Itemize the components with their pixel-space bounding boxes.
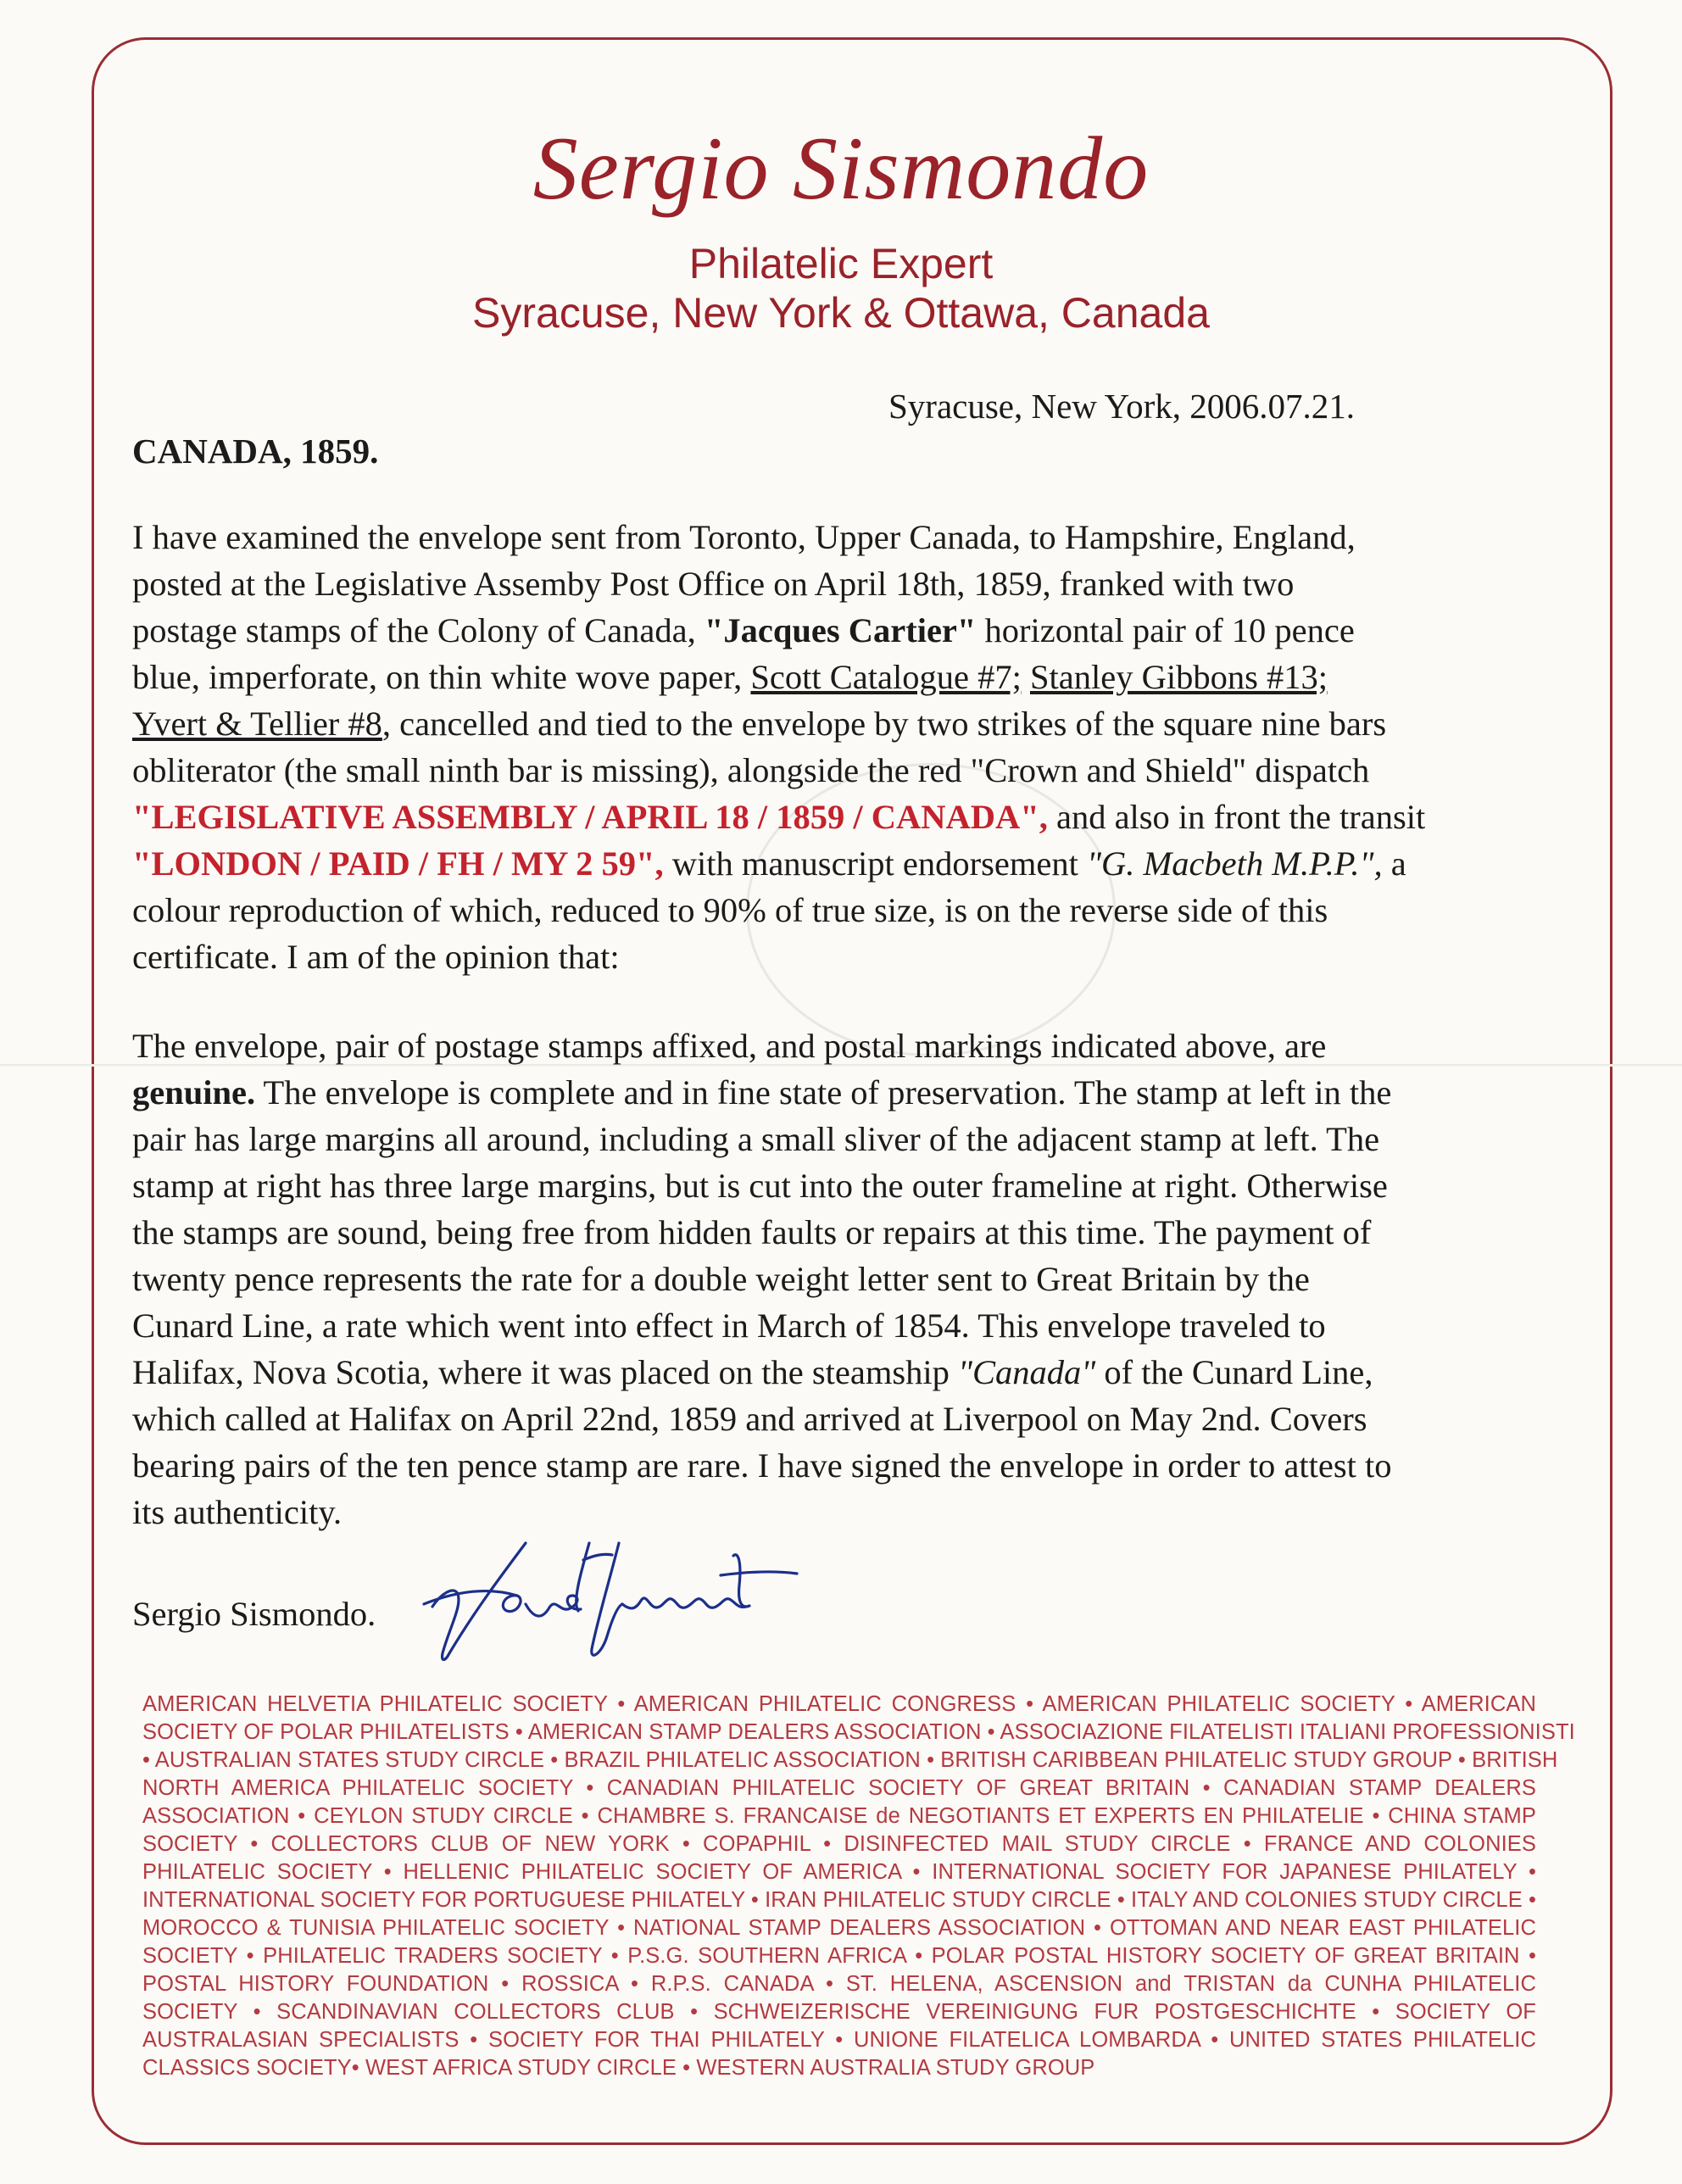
p2-line-9: which called at Halifax on April 22nd, 1859 and arrived at Liverpool on May 2nd. Covers xyxy=(132,1400,1367,1438)
p1-line-3: postage stamps of the Colony of Canada, "Jacques Cartier" horizontal pair of 10 pence xyxy=(132,611,1355,649)
letterhead-title: Philatelic Expert xyxy=(688,240,994,287)
subject-heading: CANADA, 1859. xyxy=(132,432,379,471)
p1-line-9: colour reproduction of which, reduced to 90% of true size, is on the reverse side of this xyxy=(132,891,1328,929)
verdict: genuine. xyxy=(132,1073,256,1112)
footer-line-4: NORTH AMERICA PHILATELIC SOCIETY • CANADIAN PHILATELIC SOCIETY OF GREAT BRITAIN • CANADIAN STAMP DEALERS xyxy=(142,1776,1536,1800)
footer-line-2: SOCIETY OF POLAR PHILATELISTS • AMERICAN STAMP DEALERS ASSOCIATION • ASSOCIAZIONE FILATELISTI ITALIANI PROFESSIONISTI xyxy=(142,1720,1575,1744)
p2-line-11: its authenticity. xyxy=(132,1493,343,1531)
p1-line-6: obliterator (the small ninth bar is missing), alongside the red "Crown and Shield" dispatch xyxy=(132,751,1370,789)
date-line: Syracuse, New York, 2006.07.21. xyxy=(888,387,1356,426)
footer-line-1: AMERICAN HELVETIA PHILATELIC SOCIETY • AMERICAN PHILATELIC CONGRESS • AMERICAN PHILATELIC SOCIETY • AMERICAN xyxy=(142,1692,1536,1716)
steamship-name: "Canada" xyxy=(957,1353,1096,1391)
transit-marking: "LONDON / PAID / FH / MY 2 59", xyxy=(132,844,664,883)
footer-line-11: POSTAL HISTORY FOUNDATION • ROSSICA • R.P.S. CANADA • ST. HELENA, ASCENSION and TRISTAN da CUNHA PHILATELIC xyxy=(142,1972,1536,1996)
p1-line-7: "LEGISLATIVE ASSEMBLY / APRIL 18 / 1859 / CANADA", and also in front the transit xyxy=(132,798,1426,836)
p2-line-5: the stamps are sound, being free from hidden faults or repairs at this time. The payment of xyxy=(132,1213,1372,1251)
footer-line-13: AUSTRALASIAN SPECIALISTS • SOCIETY FOR THAI PHILATELY • UNIONE FILATELICA LOMBARDA • UNITED STATES PHILATELIC xyxy=(142,2028,1536,2052)
signoff-name: Sergio Sismondo. xyxy=(132,1595,376,1633)
footer-line-5: ASSOCIATION • CEYLON STUDY CIRCLE • CHAMBRE S. FRANCAISE de NEGOTIANTS ET EXPERTS EN PHILATELIE • CHINA STAMP xyxy=(142,1804,1536,1828)
p1-line-1: I have examined the envelope sent from Toronto, Upper Canada, to Hampshire, England, xyxy=(132,518,1356,556)
footer-line-7: PHILATELIC SOCIETY • HELLENIC PHILATELIC SOCIETY OF AMERICA • INTERNATIONAL SOCIETY FOR JAPANESE PHILATELY • xyxy=(142,1860,1536,1884)
letterhead-locations: Syracuse, New York & Ottawa, Canada xyxy=(472,289,1210,337)
p1-line-4: blue, imperforate, on thin white wove paper, Scott Catalogue #7; Stanley Gibbons #13; xyxy=(132,658,1328,696)
p2-line-3: pair has large margins all around, including a small sliver of the adjacent stamp at left. The xyxy=(132,1120,1380,1158)
footer-line-12: SOCIETY • SCANDINAVIAN COLLECTORS CLUB • SCHWEIZERISCHE VEREINIGUNG FUR POSTGESCHICHTE • SOCIETY OF xyxy=(142,2000,1536,2024)
footer-line-3: • AUSTRALIAN STATES STUDY CIRCLE • BRAZIL PHILATELIC ASSOCIATION • BRITISH CARIBBEAN PHILATELIC STUDY GROUP • BRITISH xyxy=(142,1748,1558,1772)
p2-line-7: Cunard Line, a rate which went into effect in March of 1854. This envelope traveled to xyxy=(132,1306,1326,1345)
p1-line-10: certificate. I am of the opinion that: xyxy=(132,938,620,976)
scott-ref: Scott Catalogue #7; xyxy=(750,658,1022,696)
footer-line-10: SOCIETY • PHILATELIC TRADERS SOCIETY • P.S.G. SOUTHERN AFRICA • POLAR POSTAL HISTORY SOCIETY OF GREAT BRITAIN • xyxy=(142,1944,1536,1968)
stamp-name: "Jacques Cartier" xyxy=(704,611,977,649)
p2-line-8: Halifax, Nova Scotia, where it was placed on the steamship "Canada" of the Cunard Line, xyxy=(132,1353,1373,1391)
p2-line-6: twenty pence represents the rate for a double weight letter sent to Great Britain by the xyxy=(132,1260,1310,1298)
p2-line-2: genuine. The envelope is complete and in fine state of preservation. The stamp at left in the xyxy=(132,1073,1392,1112)
footer-line-8: INTERNATIONAL SOCIETY FOR PORTUGUESE PHILATELY • IRAN PHILATELIC STUDY CIRCLE • ITALY AND COLONIES STUDY CIRCLE • xyxy=(142,1888,1537,1912)
p1-line-8: "LONDON / PAID / FH / MY 2 59", with manuscript endorsement "G. Macbeth M.P.P.", a xyxy=(132,844,1406,883)
p2-line-4: stamp at right has three large margins, but is cut into the outer frameline at right. Otherwise xyxy=(132,1167,1388,1205)
p1-line-2: posted at the Legislative Assemby Post Office on April 18th, 1859, franked with two xyxy=(132,565,1295,603)
dispatch-marking: "LEGISLATIVE ASSEMBLY / APRIL 18 / 1859 / CANADA", xyxy=(132,798,1048,836)
letterhead-name: Sergio Sismondo xyxy=(532,119,1150,218)
gibbons-ref: Stanley Gibbons #13; xyxy=(1029,658,1328,696)
p1-line-5: Yvert & Tellier #8, cancelled and tied to the envelope by two strikes of the square nine bars xyxy=(132,705,1387,743)
signature xyxy=(398,1526,839,1670)
footer-line-14: CLASSICS SOCIETY• WEST AFRICA STUDY CIRCLE • WESTERN AUSTRALIA STUDY GROUP xyxy=(142,2056,1095,2080)
p2-line-10: bearing pairs of the ten pence stamp are rare. I have signed the envelope in order to attest to xyxy=(132,1446,1392,1485)
yvert-ref: Yvert & Tellier #8 xyxy=(132,705,382,743)
endorsement: "G. Macbeth M.P.P.", xyxy=(1086,844,1383,883)
footer-line-9: MOROCCO & TUNISIA PHILATELIC SOCIETY • NATIONAL STAMP DEALERS ASSOCIATION • OTTOMAN AND NEAR EAST PHILATELIC xyxy=(142,1916,1536,1940)
footer-line-6: SOCIETY • COLLECTORS CLUB OF NEW YORK • COPAPHIL • DISINFECTED MAIL STUDY CIRCLE • FRANCE AND COLONIES xyxy=(142,1832,1536,1856)
p2-line-1: The envelope, pair of postage stamps affixed, and postal markings indicated above, are xyxy=(132,1027,1327,1065)
